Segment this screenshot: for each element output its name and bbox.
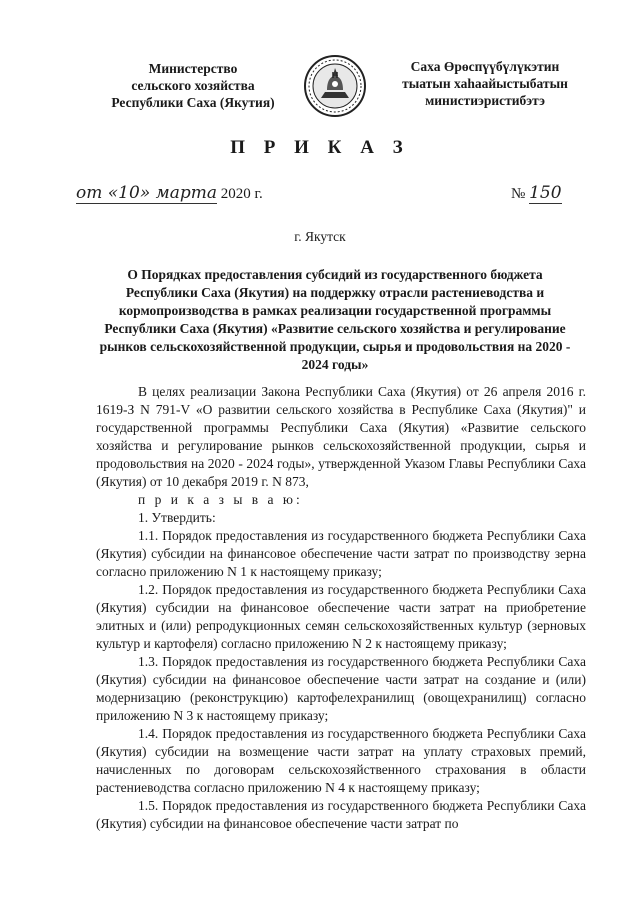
- item-1-4: 1.4. Порядок предоставления из государственного бюджета Республики Саха (Якутия) субсидии на возмещение части затрат на уплату страховых премий, начисленных по договорам сельскохозяйственного страхования в области растениеводства согласно приложению N 4 к настоящему приказу;: [96, 726, 586, 795]
- ministry-sakha-line-1: Саха Өрөспүүбүлүкэтин: [410, 59, 560, 74]
- date-mid: »: [139, 183, 156, 203]
- date-prefix: от «: [76, 183, 119, 203]
- ministry-ru-line-1: Министерство: [148, 61, 238, 76]
- item-1-3: 1.3. Порядок предоставления из государственного бюджета Республики Саха (Якутия) субсидии на финансовое обеспечение части затрат на создание и (или) модернизацию (реконструкцию) картофелехранилищ (овощехранилищ) согласно приложению N 3 к настоящему приказу;: [96, 654, 586, 723]
- number-sign: №: [511, 186, 530, 202]
- order-date: [76, 183, 263, 203]
- order-heading: О Порядках предоставления субсидий из государственного бюджета Республики Саха (Якутия) на поддержку отрасли растениеводства и кормопроизводства в рамках реализации государственной программы Республики Саха (Якутия) «Развитие сельского хозяйства и регулирование рынков сельскохозяйственной продукции, сырья и продовольствия на 2020 - 2024 годы»: [99, 267, 571, 372]
- item-1: 1. Утвердить:: [138, 510, 216, 525]
- item-1-2: 1.2. Порядок предоставления из государственного бюджета Республики Саха (Якутия) субсидии на финансовое обеспечение части затрат на приобретение элитных и (или) репродукционных семян сельскохозяйственных культур (зерновых культур и картофеля) согласно приложению N 2 к настоящему приказу;: [96, 582, 586, 651]
- coat-of-arms-icon: [303, 54, 367, 118]
- item-1-1: 1.1. Порядок предоставления из государственного бюджета Республики Саха (Якутия) субсидии на финансовое обеспечение части затрат по производству зерна согласно приложению N 1 к настоящему приказу;: [96, 528, 586, 579]
- ministry-ru-line-3: Республики Саха (Якутия): [111, 95, 275, 110]
- date-month: марта: [155, 183, 217, 203]
- ministry-ru-line-2: сельского хозяйства: [131, 78, 255, 93]
- date-day: 10: [118, 183, 140, 203]
- ministry-name-russian: [88, 60, 298, 111]
- city: г. Якутск: [294, 229, 346, 244]
- date-year: 2020 г.: [217, 186, 263, 202]
- ministry-sakha-line-3: министиэристибэтэ: [425, 93, 545, 108]
- intro-paragraph: В целях реализации Закона Республики Саха (Якутия) от 26 апреля 2016 г. 1619-З N 791-V «О развитии сельского хозяйства в Республике Саха (Якутия)" и государственной программы Республики Саха (Якутия) «Развитие сельского хозяйства и регулирование рынков сельскохозяйственной продукции, сырья и продовольствия на 2020 - 2024 годы», утвержденной Указом Главы Республики Саха (Якутия) от 10 декабря 2019 г. N 873,: [96, 384, 586, 489]
- number-value: 150: [529, 183, 562, 203]
- ministry-sakha-line-2: тыатын хаһаайыстыбатын: [402, 76, 568, 91]
- document-title: П Р И К А З: [230, 137, 410, 158]
- order-number: [511, 183, 562, 203]
- order-directive: п р и к а з ы в а ю:: [138, 492, 303, 507]
- ministry-name-sakha: [380, 58, 590, 109]
- order-body: [96, 383, 586, 833]
- item-1-5: 1.5. Порядок предоставления из государственного бюджета Республики Саха (Якутия) субсидии на финансовое обеспечение части затрат по: [96, 798, 586, 831]
